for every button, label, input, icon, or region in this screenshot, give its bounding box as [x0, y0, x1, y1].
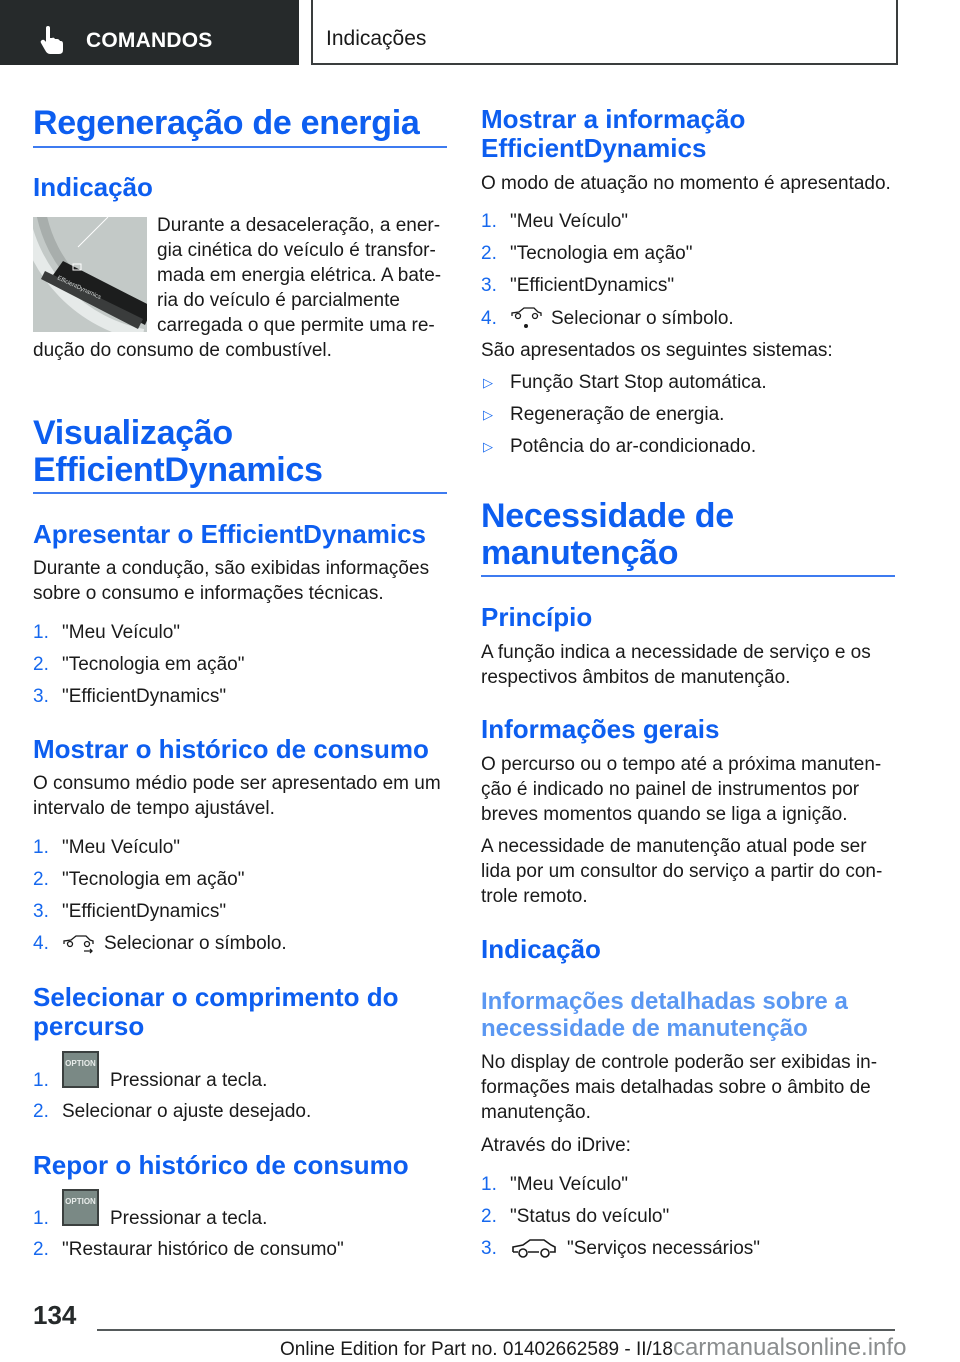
step-text: "Meu Veículo" [510, 1174, 629, 1195]
heading-principio: Princípio [481, 602, 593, 632]
subheading-detalhes-1: Informações detalhadas sobre a [481, 988, 848, 1015]
step-number: 3. [33, 686, 49, 707]
step-number: 1. [33, 1208, 49, 1229]
step-text: "Meu Veículo" [510, 211, 629, 232]
section-tab-comandos [0, 0, 299, 65]
regen-line: Durante a desaceleração, a ener- [157, 215, 441, 236]
step-text: "Meu Veículo" [62, 837, 181, 858]
regen-line: ria do veículo é parcialmente [157, 290, 400, 311]
indicacao-paragraph [481, 1050, 895, 1125]
paragraph-line: formações mais detalhadas sobre o âmbito de [481, 1077, 871, 1098]
triangle-bullet-icon: ▷ [483, 439, 493, 454]
step-text: Pressionar a tecla. [110, 1208, 268, 1229]
step-number: 1. [481, 1174, 497, 1195]
heading-repor: Repor o histórico de consumo [33, 1150, 409, 1180]
heading-comprimento-1: Selecionar o comprimento do [33, 982, 399, 1012]
paragraph-line: respectivos âmbitos de manutenção. [481, 667, 791, 688]
step-text: "Status do veículo" [510, 1206, 670, 1227]
regen-line: gia cinética do veículo é transfor- [157, 240, 436, 261]
triangle-bullet-icon: ▷ [483, 375, 493, 390]
step-number: 3. [481, 275, 497, 296]
regen-line: carregada o que permite uma re- [157, 315, 435, 336]
hand-pointer-icon [40, 26, 64, 54]
paragraph-line: manutenção. [481, 1102, 591, 1123]
paragraph-line: Durante a condução, são exibidas informações [33, 558, 430, 579]
step-text: "EfficientDynamics" [62, 686, 227, 707]
page-title-visualizacao-1: Visualização [33, 414, 233, 452]
page-number: 134 [33, 1300, 77, 1330]
heading-apresentar: Apresentar o EfficientDynamics [33, 519, 427, 549]
regen-paragraph-wrap [157, 213, 457, 338]
step-number: 1. [481, 211, 497, 232]
step-text: Selecionar o símbolo. [104, 933, 287, 954]
footer-divider [97, 1329, 895, 1331]
step-text: "Meu Veículo" [62, 622, 181, 643]
step-number: 4. [481, 308, 497, 329]
step-number: 1. [33, 1070, 49, 1091]
bullet-text: Regeneração de energia. [510, 404, 725, 425]
page-title-regeneracao: Regeneração de energia [33, 104, 420, 142]
section-tab-label: COMANDOS [86, 29, 213, 52]
title-divider [481, 575, 895, 577]
svg-text:EfficientDynamics: EfficientDynamics [56, 275, 102, 301]
step-text: Selecionar o símbolo. [551, 308, 734, 329]
heading-info-gerais: Informações gerais [481, 714, 720, 744]
car-outline-icon [510, 1238, 558, 1260]
systems-intro: São apresentados os seguintes sistemas: [481, 340, 833, 361]
watermark-link[interactable]: carmanualsonline.info [672, 1334, 907, 1361]
info-gerais-paragraph-1 [481, 752, 895, 827]
edition-text: Online Edition for Part no. 01402662589 - II/18 [280, 1339, 673, 1360]
efficientdynamics-gauge-image [33, 217, 147, 332]
option-key-icon: OPTION [62, 1189, 99, 1226]
triangle-bullet-icon: ▷ [483, 407, 493, 422]
principio-paragraph [481, 640, 895, 690]
title-divider [33, 146, 447, 148]
paragraph-line: O percurso ou o tempo até a próxima manuten- [481, 754, 882, 775]
page-title-visualizacao-2: EfficientDynamics [33, 451, 323, 489]
car-dot-icon [510, 306, 544, 330]
step-number: 2. [33, 654, 49, 675]
paragraph-line: trole remoto. [481, 886, 588, 907]
paragraph-line: A função indica a necessidade de serviço e os [481, 642, 871, 663]
title-divider [33, 492, 447, 494]
step-number: 2. [33, 1239, 49, 1260]
subsection-tab-label: Indicações [326, 27, 427, 50]
regen-paragraph-last: dução do consumo de combustível. [33, 340, 332, 361]
option-key-icon: OPTION [62, 1051, 99, 1088]
step-text: "Tecnologia em ação" [62, 869, 245, 890]
step-text: "EfficientDynamics" [62, 901, 227, 922]
paragraph-line: intervalo de tempo ajustável. [33, 798, 275, 819]
historico-paragraph [33, 771, 447, 821]
idrive-intro: Através do iDrive: [481, 1135, 631, 1156]
paragraph-line: ção é indicado no painel de instrumentos por [481, 779, 860, 800]
step-text: Pressionar a tecla. [110, 1070, 268, 1091]
mostrar-info-paragraph: O modo de atuação no momento é apresentado. [481, 173, 891, 194]
footer-edition [280, 1334, 906, 1362]
step-number: 1. [33, 837, 49, 858]
car-arrow-icon [62, 933, 96, 955]
step-number: 3. [33, 901, 49, 922]
step-text: "Restaurar histórico de consumo" [62, 1239, 344, 1260]
paragraph-line: sobre o consumo e informações técnicas. [33, 583, 384, 604]
step-number: 2. [33, 869, 49, 890]
bullet-text: Função Start Stop automática. [510, 372, 767, 393]
heading-historico: Mostrar o histórico de consumo [33, 734, 429, 764]
heading-mostrar-info-1: Mostrar a informação [481, 104, 746, 134]
step-number: 4. [33, 933, 49, 954]
paragraph-line: lida por um consultor do serviço a partir do con- [481, 861, 883, 882]
subsection-tab-indicacoes [311, 0, 898, 65]
step-text: Selecionar o ajuste desejado. [62, 1101, 312, 1122]
paragraph-line: No display de controle poderão ser exibidas in- [481, 1052, 878, 1073]
apresentar-paragraph [33, 556, 447, 606]
heading-mostrar-info-2: EfficientDynamics [481, 133, 707, 163]
page-title-manutencao-2: manutenção [481, 534, 679, 572]
step-text: "Tecnologia em ação" [510, 243, 693, 264]
heading-comprimento-2: percurso [33, 1011, 145, 1041]
step-number: 2. [481, 1206, 497, 1227]
regen-line: mada em energia elétrica. A bate- [157, 265, 442, 286]
step-text: "Serviços necessários" [567, 1238, 761, 1259]
step-number: 2. [481, 243, 497, 264]
heading-indicacao: Indicação [33, 172, 153, 202]
step-text: "Tecnologia em ação" [62, 654, 245, 675]
info-gerais-paragraph-2 [481, 834, 895, 909]
subheading-detalhes-2: necessidade de manutenção [481, 1015, 808, 1042]
heading-indicacao-right: Indicação [481, 934, 601, 964]
bullet-text: Potência do ar-condicionado. [510, 436, 757, 457]
paragraph-line: A necessidade de manutenção atual pode ser [481, 836, 867, 857]
step-text: "EfficientDynamics" [510, 275, 675, 296]
paragraph-line: O consumo médio pode ser apresentado em um [33, 773, 441, 794]
step-number: 1. [33, 622, 49, 643]
step-number: 3. [481, 1238, 497, 1259]
paragraph-line: breves momentos quando se liga a ignição. [481, 804, 848, 825]
page-title-manutencao-1: Necessidade de [481, 497, 734, 535]
step-number: 2. [33, 1101, 49, 1122]
